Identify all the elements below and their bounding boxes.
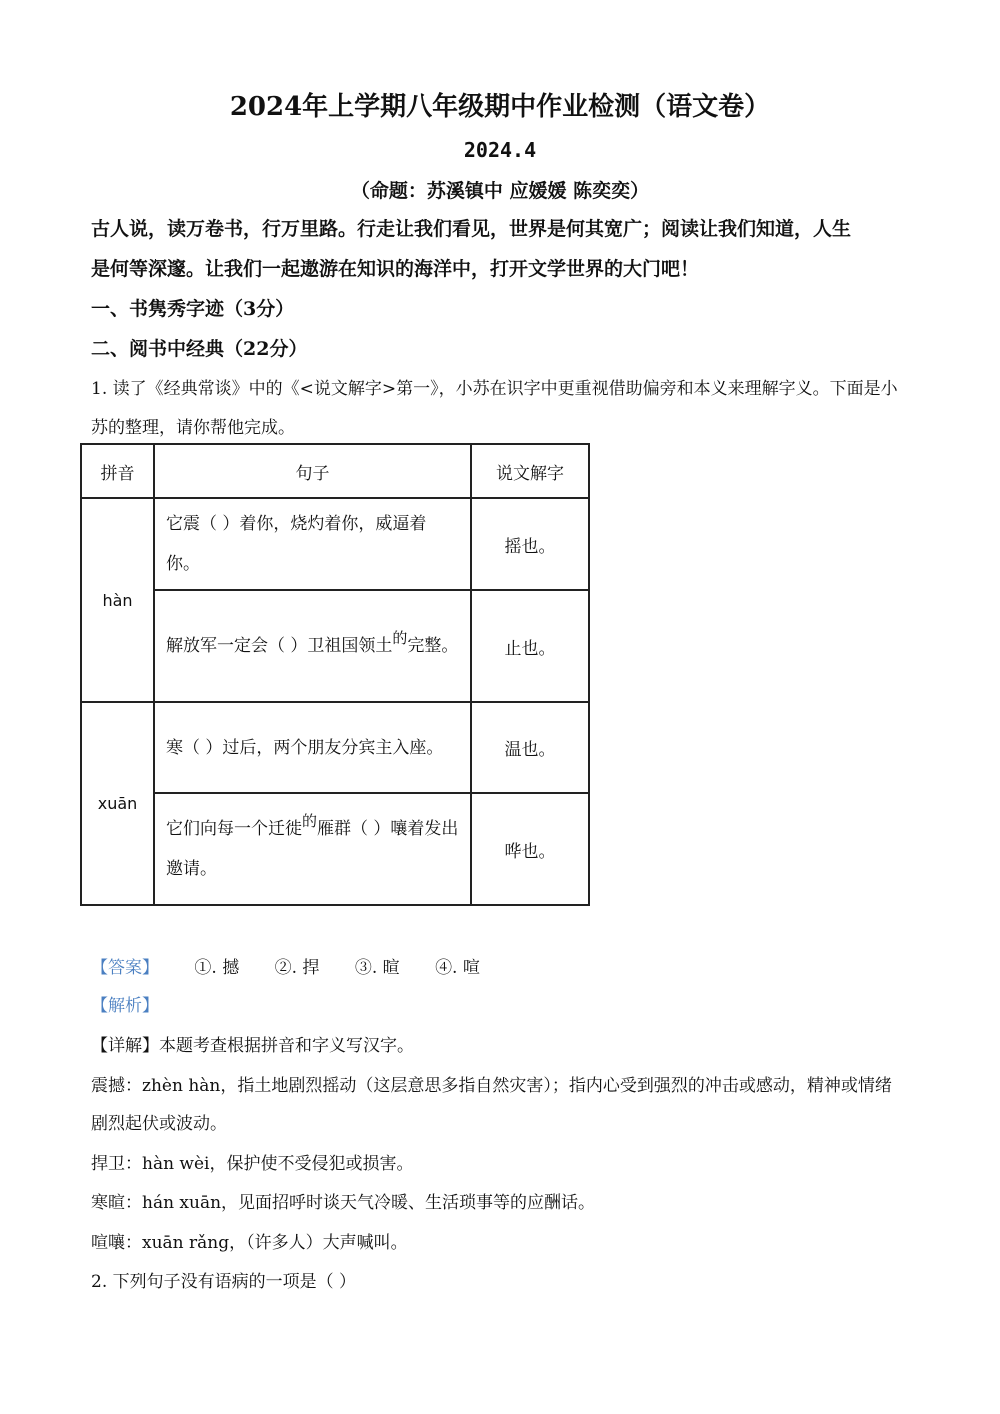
explanation-4: 喧嚷：xuān rǎng，（许多人）大声喊叫。 — [91, 1233, 408, 1253]
pinyin-cell: hàn — [81, 498, 154, 702]
answer-item: ④. 喧 — [435, 958, 480, 978]
header-pinyin: 拼音 — [81, 444, 154, 498]
detail-line — [91, 1031, 414, 1056]
sentence-cell — [154, 702, 471, 793]
explanation-2: 捍卫：hàn wèi，保护使不受侵犯或损害。 — [91, 1154, 414, 1174]
question-1-line-1: 1. 读了《经典常谈》中的《<说文解字>第一》，小苏在识字中更重视借助偏旁和本义来理解字义。下面是小 — [91, 379, 898, 399]
section-heading-1: 一、书隽秀字迹（3分） — [91, 298, 295, 320]
answer-row — [91, 953, 510, 978]
table-row — [81, 590, 589, 702]
sentence-sup: 的 — [392, 629, 408, 647]
sentence-sup: 的 — [302, 812, 318, 830]
definition-cell: 温也。 — [471, 702, 589, 793]
author-line: （命题：苏溪镇中 应媛媛 陈奕奕） — [350, 180, 650, 202]
section-heading-2: 二、阅书中经典（22分） — [91, 338, 308, 360]
analysis-label: 【解析】 — [91, 996, 159, 1016]
intro-line-1: 古人说，读万卷书，行万里路。行走让我们看见，世界是何其宽广；阅读让我们知道，人生 — [91, 218, 852, 240]
definition-cell: 止也。 — [471, 590, 589, 702]
sentence-text: 寒（ ）过后，两个朋友分宾主入座。 — [166, 737, 444, 758]
answer-item: ②. 捍 — [274, 958, 320, 978]
header-sentence: 句子 — [154, 444, 471, 498]
hanzi-table — [80, 443, 590, 906]
header-definition: 说文解字 — [471, 444, 589, 498]
answer-item: ③. 暄 — [354, 958, 400, 978]
answer-label: 【答案】 — [91, 958, 159, 978]
sentence-cell — [154, 793, 471, 905]
table-row — [81, 793, 589, 905]
table-header-row — [81, 444, 589, 498]
sentence-text: 解放军一定会（ ）卫祖国领土 — [166, 636, 393, 656]
sentence-text: 它震（ ）着你，烧灼着你，威逼着你。 — [166, 514, 427, 574]
intro-line-2: 是何等深邃。让我们一起遨游在知识的海洋中，打开文学世界的大门吧！ — [91, 258, 700, 280]
detail-prefix: 【详解】 — [91, 1036, 159, 1056]
question-1-line-2: 苏的整理，请你帮他完成。 — [91, 418, 295, 438]
definition-cell: 摇也。 — [471, 498, 589, 590]
explanation-3: 寒暄：hán xuān，见面招呼时谈天气冷暖、生活琐事等的应酬话。 — [91, 1193, 596, 1213]
sentence-text: 它们向每一个迁徙 — [166, 819, 302, 839]
explanation-1-line-2: 剧烈起伏或波动。 — [91, 1114, 227, 1134]
page-title: 2024年上学期八年级期中作业检测（语文卷） — [229, 92, 771, 122]
sentence-cell — [154, 590, 471, 702]
pinyin-cell: xuān — [81, 702, 154, 905]
answer-item: ①. 撼 — [194, 958, 240, 978]
table-row — [81, 498, 589, 590]
question-2: 2. 下列句子没有语病的一项是（ ） — [91, 1272, 357, 1292]
exam-date: 2024.4 — [463, 138, 537, 162]
sentence-tail: 完整。 — [407, 636, 459, 656]
table-row — [81, 702, 589, 793]
definition-cell: 哗也。 — [471, 793, 589, 905]
explanation-1-line-1: 震撼：zhèn hàn，指土地剧烈摇动（这层意思多指自然灾害）；指内心受到强烈的冲击或感动，精神或情绪 — [91, 1076, 892, 1096]
sentence-tail: 雁群（ ）嚷着发出邀请。 — [166, 819, 459, 879]
sentence-cell — [154, 498, 471, 590]
detail-text: 本题考查根据拼音和字义写汉字。 — [159, 1036, 414, 1056]
